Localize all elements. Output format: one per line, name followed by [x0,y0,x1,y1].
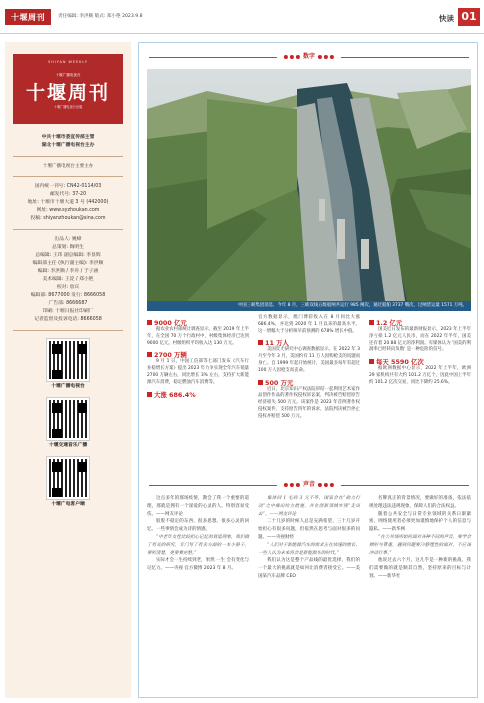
ship-lock-photo [147,69,471,301]
dot-icon [318,55,322,59]
masthead-top: SHIYAN WEEKLY [48,60,88,64]
dot-icon [284,483,288,487]
numbers-columns [147,315,471,475]
paragraph-quote: “在公共场所如何面对各种不同的声音，要学会倾听与尊重，遇到问题要冷静理性的面对，不应该冲动行事。” [369,534,471,556]
paragraph-quote: 集体回 1 毛到 3 元不等，国家会在“助力行动”之中推出给力措施，并在创新领域实现“走出去”。——网友评论 [258,496,360,517]
square-bullet-icon [147,320,152,325]
item-title: 1.2 亿元 [376,319,403,327]
item-heading [258,379,360,387]
staff-line: 总编辑: 王玮 副总编辑: 李显辉 [35,253,101,258]
staff-line: 印刷: 十堰日报社印刷厂 [42,309,94,314]
item-title: 大涨 686.4% [154,390,196,399]
page-header [0,0,484,34]
item-title: 2700 万辆 [154,351,187,360]
info-line: 国内统一刊号: CN42-0114/03 [34,184,102,189]
divider [13,330,123,331]
dot-icon [284,55,288,59]
dot-icon [324,55,328,59]
qr-caption: 十堰广电客户端 [51,502,85,508]
item-body: 官方数据显示，澳门博彩收入在 8 月同比大涨 686.4%，并达到 2020 年 1 月以来的最高水平。这一增幅大于分析师早前预测的 678% 增长中值。 [258,315,360,334]
staff-line: 出品人: 姚峰 [54,237,82,242]
item-title: 11 万人 [265,339,289,348]
qr-caption: 十堰交通音乐广播 [48,443,88,449]
qr-code[interactable] [47,457,89,499]
item-body: 近日，北京知识产权法院审结一起利用艺术家作品创作作品的著作权侵权诉讼案，判决被告赔偿原告经济损失 500 万元。该案件是 2023 年首例著作权侵权案件，支持原告四年的诉求，法院判决被告停止侵权并赔偿 500 万元。 [258,386,360,419]
item-body: 9 月 1 日，中国工信部等七部门发布《汽车行业稳增长方案》提出 2023 年力争实现全年汽车销量 2700 万辆左右，同比增长 3% 左右，支持扩大新能源汽车消费，稳定燃油汽车消费等。 [147,359,249,385]
item-heading [147,319,249,327]
column-1 [147,495,249,573]
square-bullet-icon [147,392,152,397]
section-bar-numbers [139,51,479,63]
divider [13,229,123,230]
paragraph: 股股不稳定的东西、很多思想、很多心灵的回忆。一些事情会成为诗的情感。 [147,519,249,533]
item-body: 据欧洲数据中心显示，2022 年上半年，欧洲 29 家机构共有大约 101.2 万亿个，因此中国上半年约 101.2 亿次交易，同比下降约 25.6%。 [369,366,471,385]
dot-icon [296,483,300,487]
dot-icon [290,55,294,59]
dot-icon [296,55,300,59]
paragraph-quote: “人们对于新能源汽车的需求正在快速的增长，一些人认为未来将会是新能源车的时代。” [258,542,360,556]
qr-block [5,339,131,509]
column-2 [258,495,360,581]
publisher: 十堰广播电视台主要主办 [42,164,94,169]
section-bar-voices [139,479,479,491]
affiliation-block [5,134,131,150]
affiliation-line: 湖北十堰广播电视台主办 [41,143,95,148]
column-3 [369,315,471,387]
staff-line: 广告部: 8666687 [48,301,88,306]
dot-icon [330,55,334,59]
voices-columns [147,495,471,695]
paragraph: 名牌真正的背景情况，要做好的准备，依法依规处理违法违规现象，保障人们的合法权益。 [369,496,471,509]
staff-line: 校对: 詹宾 [56,285,80,290]
qr-caption: 十堰广播电视台 [51,384,85,389]
info-line: 投稿: shiyanzhoukan@sina.com [30,216,106,221]
item-title: 500 万元 [265,378,294,387]
section-label-text: 声音 [302,481,316,488]
square-bullet-icon [258,380,263,385]
square-bullet-icon [147,352,152,357]
masthead-sub: 十堰广播电视台出版 [53,104,83,109]
staff-line: 美术编辑: 王淀 / 郑小艳 [42,277,94,282]
section-label [277,51,341,63]
item-heading [369,358,471,366]
staff-block [5,236,131,324]
paragraph: 实际才会一生持续到老，果然 一生 会有变化与记忆力。——央视 官方微博 2023 年 8 月。 [147,558,249,572]
dot-icon [318,483,322,487]
dot-icon [330,483,334,487]
paragraph: 这点多年的那场疫情，教会了我一个重要的道理，那就是拥有一个深爱的心灵的人、特别容易受伤。——网友评论 [147,496,249,517]
staff-line: 总策划: 陶明生 [52,245,84,250]
staff-line: 编辑部主任 (执行副主编): 李洪顺 [32,261,104,266]
staff-line: 编辑: 李洪顺 / 李舟 / 于子涵 [37,269,99,274]
section-title: 快读 [439,14,454,23]
square-bullet-icon [258,340,263,345]
paragraph: 二十几岁的时候人总是充满希望，三十几岁开始担心有很多问题，但依然在思考与面对很多的问题。——央视财经 [258,519,360,540]
column-3 [369,495,471,581]
section-label [277,479,341,491]
info-line: 邮发代号: 37-20 [49,192,87,197]
dot-icon [324,483,328,487]
affiliation-line: 中共十堰市委宣传部主管 [41,135,95,140]
staff-line: 编辑部: 8677000 发行: 8666058 [30,293,106,298]
dot-icon [290,483,294,487]
square-bullet-icon [369,320,374,325]
sidebar [5,42,131,698]
item-body: 美国皮尤研究中心调查数据显示，在 2022 年 3 月至今年 3 月，美国约有 11 万人因购枪支的问题而身亡。自 1999 年起开始统计，美国最多每年有超过 100 万人因枪支而丧命。 [258,347,360,373]
divider [13,176,123,177]
item-body: 国美近日发布的最新财报显示，2023 年上半年净亏损 1.2 亿元人民币，而在 2022 年半年，国美还有着 20.88 亿元的净利润。有媒体认为 '国美的利润率已经转向负数' 是一种危险的信号。 [369,327,471,353]
ship-lock-illustration [147,69,471,301]
paragraph: 随着公共安全与日常专业领域的关系日渐紧密，网络使用者必须更加谨慎地保护个人的信息与隐私。——新华网 [369,511,471,533]
info-block [5,183,131,223]
paragraph: 他说过去六个月，这几乎是一种新的挑战，我们需要做的就是顺其自然，坚持原来的目标与计划。——新华社 [369,558,471,579]
column-1 [147,315,249,399]
staff-line: 记者监督及投诉电话: 8666058 [34,317,102,322]
divider [13,156,123,157]
item-heading [369,319,471,327]
item-title: 9000 亿元 [154,319,187,327]
qr-code[interactable] [47,339,89,381]
item-heading [147,391,249,399]
item-title: 每天 5590 亿次 [376,358,424,367]
masthead-small: 十堰广播电视台 [55,73,81,78]
editors-line: 责任编辑: 李洪顺 版式: 郑小艳 2023.9.8 [58,14,143,19]
header-brand: 十堰周刊 [5,9,51,25]
info-line: 网址: www.syzhoukan.com [36,208,100,213]
photo-caption: 中国三峡集团消息，今年 8 月，三峡双线五级船闸共运行 985 闸次，通过船舶 3737 艘次，过闸货运量 1571 万吨。 [147,301,471,311]
square-bullet-icon [369,359,374,364]
masthead [13,54,123,124]
info-line: 地址: 十堰市十堰大道 3 号 (442000) [27,200,109,205]
masthead-title: 十堰周刊 [25,81,110,104]
section-label-text: 数字 [302,53,316,60]
paragraph-quote: “中老年女性比较担心记忆的衰退现象，我们做了有关的研究，专门写了有关方面的一本小册子，要听清楚，更要看完整。” [147,534,249,556]
paragraph: 我们认为这是整个产品线的最优选择，我们的一个最大的挑战就是如何让消费者接受它。——美国某汽车品牌 CEO [258,558,360,579]
column-2 [258,315,360,421]
page-number: 01 [458,8,480,26]
qr-code[interactable] [47,398,89,440]
main-content [138,42,478,698]
item-body: 据农业农村部统计调查显示，截至 2019 年上半年，在全国 70 万个行政村中，村级集体经济已达到 9000 亿元，村级组织平均收入达 130 万元。 [147,327,249,346]
